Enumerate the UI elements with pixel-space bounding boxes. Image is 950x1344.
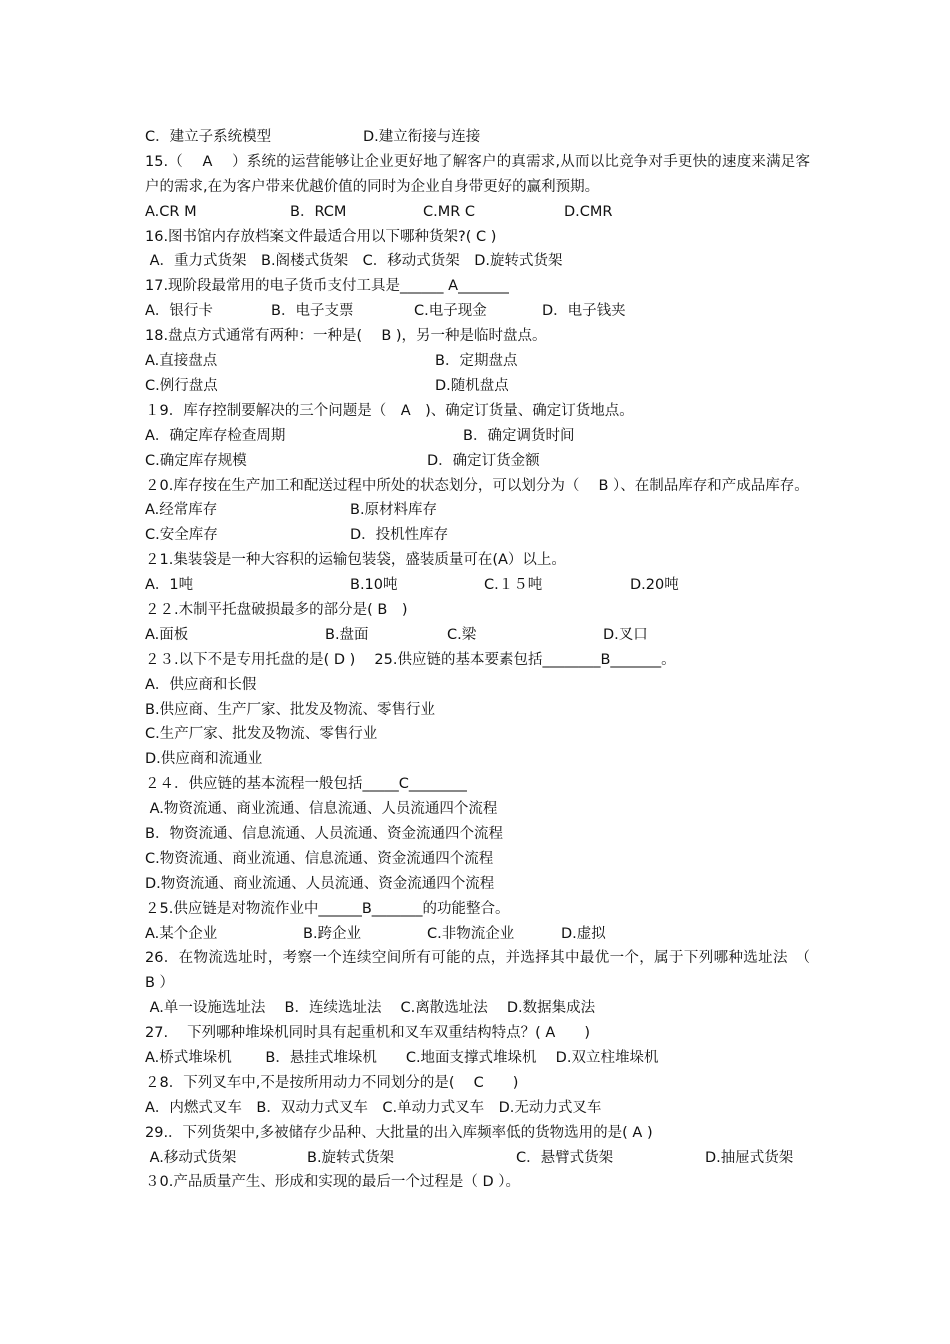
paragraph: 15.（ A ）系统的运营能够让企业更好地了解客户的真需求,从而以比竞争对手更快的速度来满足客户的需求,在为客户带来优越价值的同时为企业自身带更好的赢利预期。 [145, 153, 810, 195]
text-line: A．重力式货架 B.阁楼式货架 C．移动式货架 D.旋转式货架 [145, 253, 563, 270]
option-text: A.直接盘点 [145, 353, 218, 370]
text-line [145, 200, 810, 225]
text-line [145, 374, 810, 399]
text-line: ２３.以下不是专用托盘的是( D ) 25.供应链的基本要素包括________B_______。 [145, 651, 676, 668]
text-line: A.桥式堆垛机 B．悬挂式堆垛机 C.地面支撑式堆垛机 D.双立柱堆垛机 [145, 1050, 659, 1067]
text-line [145, 1146, 810, 1171]
option-text: B.跨企业 [303, 925, 362, 942]
option-text: D.建立衔接与连接 [363, 129, 481, 145]
text-line [145, 449, 810, 474]
option-text: A.某个企业 [145, 925, 218, 942]
text-line: 17.现阶段最常用的电子货币支付工具是______ A_______ [145, 278, 509, 295]
paragraph: 26．在物流选址时，考察一个连续空间所有可能的点，并选择其中最优一个，属于下列哪种选址法 （ B ） [145, 950, 830, 992]
option-text: D.抽屉式货架 [705, 1149, 794, 1166]
option-text: D.随机盘点 [435, 377, 509, 394]
option-text: B．电子支票 [271, 303, 354, 320]
option-text: C．建立子系统模型 [145, 129, 272, 145]
text-line [145, 299, 810, 324]
text-line: １9．库存控制要解决的三个问题是（ A )、确定订货量、确定订货地点。 [145, 402, 634, 419]
text-line [145, 424, 810, 449]
option-text: D．电子钱夹 [542, 303, 626, 320]
text-line [145, 922, 810, 947]
option-text: B．定期盘点 [435, 353, 518, 370]
option-text: B．RCM [290, 203, 347, 220]
option-text: C.１５吨 [484, 577, 543, 594]
text-line: 29.．下列货架中,多被储存少品种、大批量的出入库频率低的货物选用的是( A ) [145, 1124, 653, 1141]
text-line: ２２.木制平托盘破损最多的部分是( B ) [145, 601, 408, 618]
text-line [145, 125, 810, 150]
option-text: C．悬臂式货架 [516, 1149, 614, 1166]
option-text: A.移动式货架 [145, 1149, 237, 1166]
text-line: D.供应商和流通业 [145, 751, 263, 768]
option-text: D.20吨 [630, 577, 679, 594]
text-line [145, 623, 810, 648]
option-text: D.虚拟 [561, 925, 606, 942]
option-text: C.例行盘点 [145, 377, 218, 394]
option-text: A.CR M [145, 203, 197, 220]
text-line: A．供应商和长假 [145, 676, 257, 693]
option-text: D．投机性库存 [350, 527, 449, 544]
text-line: A.物资流通、商业流通、信息流通、人员流通四个流程 [145, 801, 498, 818]
text-line [145, 573, 810, 598]
option-text: D.叉口 [603, 626, 648, 643]
option-text: A．银行卡 [145, 303, 213, 320]
question-list [145, 125, 830, 1195]
text-line: B．物资流通、信息流通、人员流通、资金流通四个流程 [145, 825, 503, 842]
text-line [145, 349, 810, 374]
text-line: 18.盘点方式通常有两种：一种是( B )，另一种是临时盘点。 [145, 328, 547, 345]
option-text: A．1吨 [145, 577, 194, 594]
text-line: ３0.产品质量产生、形成和实现的最后一个过程是（ D ）。 [145, 1174, 520, 1191]
text-line: 16.图书馆内存放档案文件最适合用以下哪种货架?( C ) [145, 228, 497, 245]
text-line [145, 523, 810, 548]
option-text: C.梁 [447, 626, 477, 643]
option-text: C.安全库存 [145, 527, 218, 544]
text-line: ２5.供应链是对物流作业中______B_______的功能整合。 [145, 900, 510, 917]
text-line: ２1.集装袋是一种大容积的运输包装袋，盛装质量可在(A）以上。 [145, 552, 566, 569]
option-text: C.MR C [423, 203, 476, 220]
text-line: 27. 下列哪种堆垛机同时具有起重机和叉车双重结构特点？( A ) [145, 1025, 591, 1042]
text-line: A．内燃式叉车 B．双动力式叉车 C.单动力式叉车 D.无动力式叉车 [145, 1099, 602, 1116]
option-text: B.旋转式货架 [307, 1149, 395, 1166]
text-line: C.物资流通、商业流通、信息流通、资金流通四个流程 [145, 850, 494, 867]
option-text: A.经常库存 [145, 502, 218, 519]
option-text: B.原材料库存 [350, 502, 438, 519]
text-line: D.物资流通、商业流通、人员流通、资金流通四个流程 [145, 875, 495, 892]
text-line: A.单一设施选址法 B．连续选址法 C.离散选址法 D.数据集成法 [145, 1000, 596, 1017]
option-text: A.面板 [145, 626, 189, 643]
text-line [145, 498, 810, 523]
option-text: B.盘面 [325, 626, 369, 643]
option-text: A．确定库存检查周期 [145, 427, 286, 444]
text-line: ２４．供应链的基本流程一般包括_____C________ [145, 776, 467, 793]
option-text: C.电子现金 [414, 303, 487, 320]
text-line: C.生产厂家、批发及物流、零售行业 [145, 726, 378, 743]
option-text: B.10吨 [350, 577, 398, 594]
text-line: B.供应商、生产厂家、批发及物流、零售行业 [145, 701, 436, 718]
option-text: D．确定订货金额 [427, 452, 540, 469]
text-line: ２8．下列叉车中,不是按所用动力不同划分的是( C ) [145, 1074, 519, 1091]
option-text: C.确定库存规模 [145, 452, 247, 469]
option-text: C.非物流企业 [427, 925, 515, 942]
option-text: D.CMR [564, 203, 613, 220]
option-text: B．确定调货时间 [463, 427, 575, 444]
paragraph: ２0.库存按在生产加工和配送过程中所处的状态划分，可以划分为（ B ）、在制品库存和产成品库存。 [145, 477, 809, 494]
